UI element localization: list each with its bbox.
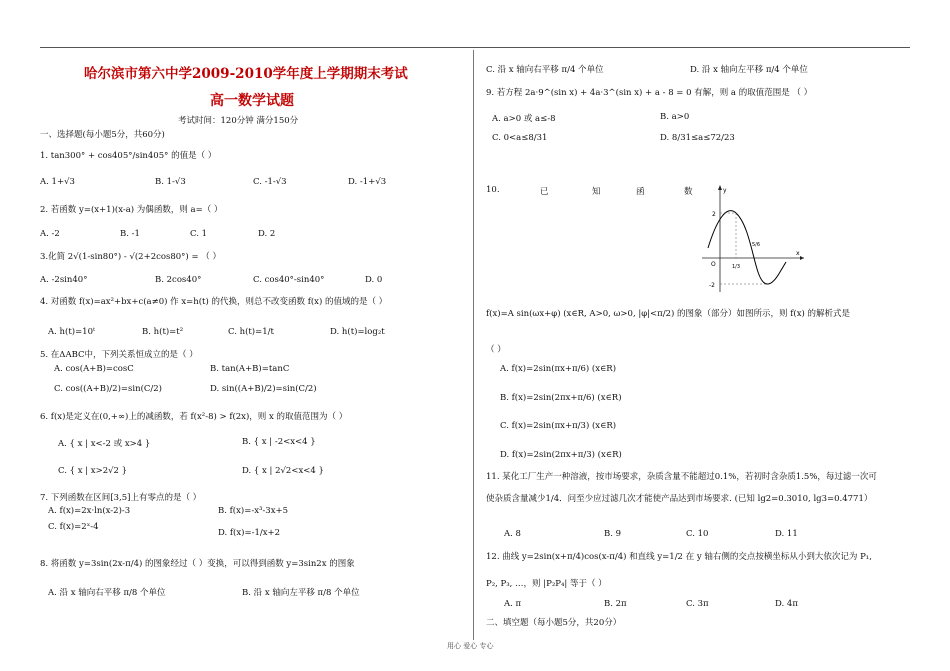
y-label-bottom: -2 (709, 282, 715, 289)
question-10-word-4: 数 (684, 187, 693, 197)
question-11-option-c: C. 10 (686, 529, 709, 539)
question-4-stem: 4. 对函数 f(x)=ax²+bx+c(a≠0) 作 x=h(t) 的代换，则总不改变函数 f(x) 的值域的是（ ） (40, 297, 388, 307)
question-8-option-a: A. 沿 x 轴向右平移 π/8 个单位 (48, 588, 166, 598)
question-6-option-d: D. { x | 2√2<x<4 } (242, 466, 324, 476)
question-1-option-b: B. 1-√3 (155, 177, 186, 187)
question-3-option-d: D. 0 (365, 275, 383, 285)
question-11-line-1: 11. 某化工厂生产一种溶液，按市场要求，杂质含量不能超过0.1%，若初时含杂质1.5%，每过滤一次可 (486, 472, 877, 482)
y-axis-arrow (718, 185, 722, 190)
question-12-option-b: B. 2π (604, 599, 627, 609)
question-10-stem-end: （ ） (486, 345, 506, 355)
sine-graph (700, 182, 810, 294)
question-5-stem: 5. 在ΔABC中，下列关系恒成立的是（ ） (40, 350, 198, 360)
question-9-option-d: D. 8/31≤a≤72/23 (660, 133, 735, 143)
y-axis-label: y (723, 187, 727, 194)
exam-title: 哈尔滨市第六中学2009-2010学年度上学期期末考试 (84, 66, 408, 82)
question-1-option-a: A. 1+√3 (40, 177, 75, 187)
question-12-option-c: C. 3π (686, 599, 709, 609)
question-4-option-d: D. h(t)=log₂t (330, 327, 385, 337)
question-10-option-c: C. f(x)=2sin(πx+π/3) (x∈R) (500, 421, 617, 431)
question-8-option-c: C. 沿 x 轴向右平移 π/4 个单位 (486, 65, 604, 75)
question-10-number: 10. (486, 185, 500, 195)
question-2-option-a: A. -2 (40, 229, 60, 239)
question-12-line-2: P₂, P₃, …，则 |P₂P₄| 等于（ ） (486, 579, 607, 589)
question-12-option-d: D. 4π (775, 599, 798, 609)
question-1-stem: 1. tan300° + cos405°/sin405° 的值是（ ） (40, 151, 217, 161)
question-6-stem: 6. f(x)是定义在(0,+∞)上的减函数，若 f(x²-8) > f(2x)，则 x 的取值范围为（ ） (40, 412, 348, 422)
question-2-option-d: D. 2 (258, 229, 276, 239)
question-11-line-2: 使杂质含量减少1/4．问至少应过滤几次才能使产品达到市场要求. (已知 lg2=0.3010, lg3=0.4771） (486, 494, 873, 504)
question-5-option-a: A. cos(A+B)=cosC (54, 364, 134, 374)
question-10-word-2: 知 (592, 187, 601, 197)
question-10-stem: f(x)=A sin(ωx+φ) (x∈R, A>0, ω>0, |φ|<π/2) 的图象（部分）如图所示，则 f(x) 的解析式是 (486, 309, 851, 319)
question-3-option-a: A. -2sin40° (40, 275, 88, 285)
question-2-stem: 2. 若函数 y=(x+1)(x-a) 为偶函数，则 a=（ ） (40, 205, 223, 215)
question-2-option-c: C. 1 (190, 229, 208, 239)
question-6-option-c: C. { x | x>2√2 } (58, 466, 128, 476)
question-2-option-b: B. -1 (120, 229, 140, 239)
question-7-stem: 7. 下列函数在区间[3,5]上有零点的是（ ） (40, 493, 202, 503)
page-footer: 用心 爱心 专心 (447, 642, 494, 650)
question-8-option-d: D. 沿 x 轴向左平移 π/4 个单位 (690, 65, 808, 75)
question-1-option-c: C. -1-√3 (253, 177, 287, 187)
question-4-option-a: A. h(t)=10ᵗ (48, 327, 96, 337)
question-7-option-c: C. f(x)=2ˣ-4 (48, 522, 99, 532)
question-11-option-d: D. 11 (775, 529, 798, 539)
origin-label: O (711, 261, 716, 268)
question-11-option-a: A. 8 (504, 529, 521, 539)
question-8-option-b: B. 沿 x 轴向左平移 π/8 个单位 (242, 588, 360, 598)
question-12-line-1: 12. 曲线 y=2sin(x+π/4)cos(x-π/4) 和直线 y=1/2 在 y 轴右侧的交点按横坐标从小到大依次记为 P₁, (486, 552, 872, 562)
x-label-left: 1/3 (732, 264, 741, 270)
question-5-option-b: B. tan(A+B)=tanC (210, 364, 290, 374)
question-3-option-c: C. cos40°-sin40° (253, 275, 325, 285)
question-7-option-a: A. f(x)=2x·ln(x-2)-3 (48, 506, 131, 516)
question-4-option-c: C. h(t)=1/t (228, 327, 274, 337)
question-3-stem: 3.化简 2√(1-sin80°) - √(2+2cos80°) = （ ） (40, 252, 221, 262)
question-9-option-c: C. 0<a≤8/31 (492, 133, 548, 143)
y-label-top: 2 (712, 211, 716, 218)
question-7-option-d: D. f(x)=-1/x+2 (218, 528, 281, 538)
column-divider (473, 50, 474, 640)
question-8-stem: 8. 将函数 y=3sin(2x-π/4) 的图象经过（ ）变换，可以得到函数 y=3sin2x 的图象 (40, 559, 355, 569)
question-5-option-d: D. sin((A+B)/2)=sin(C/2) (210, 384, 317, 394)
top-rule (40, 47, 910, 48)
x-axis-label: x (796, 250, 800, 257)
question-12-option-a: A. π (504, 599, 522, 609)
section-heading-fill: 二、填空题（每小题5分，共20分） (486, 618, 622, 628)
question-9-option-a: A. a>0 或 a≤-8 (492, 114, 556, 124)
question-11-option-b: B. 9 (604, 529, 622, 539)
question-10-option-d: D. f(x)=2sin(2πx+π/3) (x∈R) (500, 450, 622, 460)
question-10-option-b: B. f(x)=2sin(2πx+π/6) (x∈R) (500, 393, 622, 403)
x-label-mid: 5/6 (752, 242, 761, 248)
question-7-option-b: B. f(x)=-x³-3x+5 (218, 506, 289, 516)
question-5-option-c: C. cos((A+B)/2)=sin(C/2) (54, 384, 162, 394)
question-9-option-b: B. a>0 (660, 112, 690, 122)
question-10-option-a: A. f(x)=2sin(πx+π/6) (x∈R) (500, 364, 617, 374)
question-10-word-1: 已 (540, 187, 549, 197)
question-10-word-3: 函 (636, 187, 645, 197)
question-1-option-d: D. -1+√3 (348, 177, 387, 187)
question-6-option-b: B. { x | -2<x<4 } (242, 437, 316, 447)
question-9-stem: 9. 若方程 2a·9^(sin x) + 4a·3^(sin x) + a - 8 = 0 有解，则 a 的取值范围是 （ ） (486, 88, 813, 98)
question-4-option-b: B. h(t)=t² (142, 327, 184, 337)
section-heading-choice: 一、选择题(每小题5分，共60分) (40, 130, 165, 140)
x-axis-arrow (800, 256, 804, 260)
exam-info: 考试时间：120分钟 满分150分 (178, 116, 299, 126)
question-6-option-a: A. { x | x<-2 或 x>4 } (58, 439, 151, 449)
exam-subtitle: 高一数学试题 (210, 93, 294, 109)
question-3-option-b: B. 2cos40° (155, 275, 202, 285)
